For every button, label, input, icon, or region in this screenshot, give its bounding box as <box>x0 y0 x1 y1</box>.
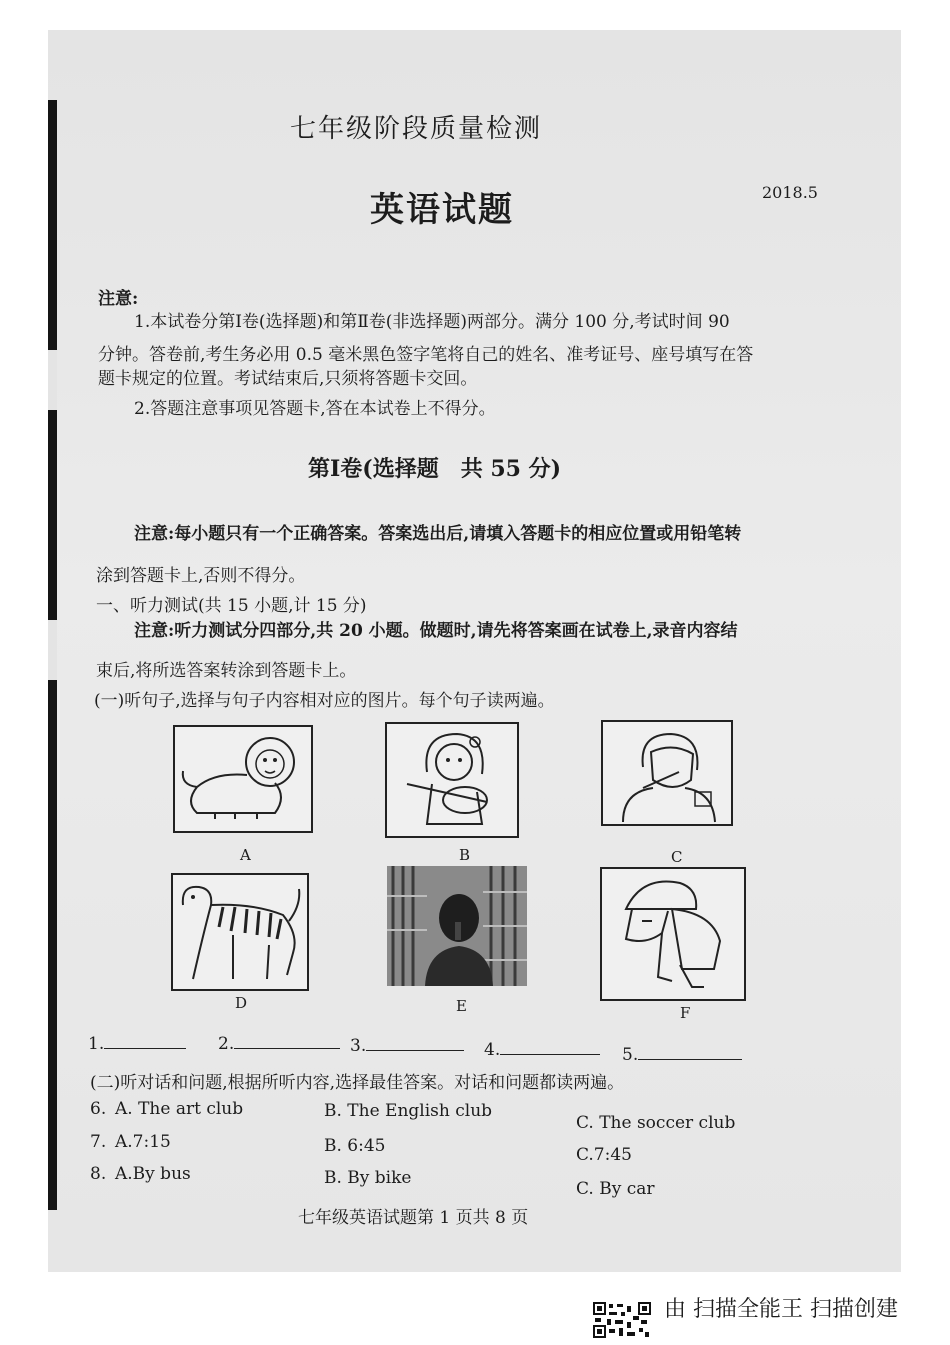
notice-line-3: 题卡规定的位置。考试结束后,只须将答题卡交回。 <box>98 369 478 389</box>
part-2-instruction: (二)听对话和问题,根据所听内容,选择最佳答案。对话和问题都读两遍。 <box>90 1073 625 1093</box>
listening-note-2: 束后,将所选答案转涂到答题卡上。 <box>96 661 357 681</box>
section-1-title: 第Ⅰ卷(选择题 共 55 分) <box>308 456 562 482</box>
notice-heading: 注意: <box>98 289 139 309</box>
q7-option-c[interactable]: C.7:45 <box>576 1145 632 1165</box>
picture-e-label: E <box>456 997 467 1015</box>
section-note-2: 涂到答题卡上,否则不得分。 <box>96 566 306 586</box>
picture-d-label: D <box>235 994 248 1012</box>
q7-option-a[interactable]: A.7:15 <box>115 1132 171 1152</box>
part-1-instruction: (一)听句子,选择与句子内容相对应的图片。每个句子读两遍。 <box>94 691 555 711</box>
exam-date: 2018.5 <box>762 183 818 202</box>
picture-b-label: B <box>459 846 471 864</box>
tiger-icon <box>173 875 307 989</box>
q6-number: 6. <box>90 1099 107 1119</box>
q6-option-a[interactable]: A. The art club <box>115 1099 244 1119</box>
picture-b <box>385 722 519 838</box>
notice-line-4: 2.答题注意事项见答题卡,答在本试卷上不得分。 <box>134 399 496 419</box>
exam-title: 七年级阶段质量检测 <box>290 114 543 144</box>
picture-a-label: A <box>240 846 251 864</box>
q6-option-c[interactable]: C. The soccer club <box>576 1113 736 1133</box>
answer-blank-5[interactable]: 5. <box>622 1045 742 1065</box>
subject-title: 英语试题 <box>370 190 514 230</box>
notice-line-2: 分钟。答卷前,考生务必用 0.5 毫米黑色签字笔将自己的姓名、准考证号、座号填写在答 <box>98 345 754 365</box>
picture-f-label: F <box>680 1004 691 1022</box>
girl-library-photo <box>387 866 527 986</box>
section-note-1: 注意:每小题只有一个正确答案。答案选出后,请填入答题卡的相应位置或用铅笔转 <box>134 524 742 544</box>
picture-c-label: C <box>671 848 683 866</box>
picture-a <box>173 725 313 833</box>
page-footer: 七年级英语试题第 1 页共 8 页 <box>298 1208 529 1228</box>
q8-option-c[interactable]: C. By car <box>576 1179 655 1199</box>
q8-option-a[interactable]: A.By bus <box>115 1164 191 1184</box>
listening-title: 一、听力测试(共 15 小题,计 15 分) <box>96 596 367 616</box>
answer-blank-4[interactable]: 4. <box>484 1040 600 1060</box>
answer-blank-2[interactable]: 2. <box>218 1034 340 1054</box>
hiker-backpack-icon <box>602 869 744 999</box>
girl-guitar-icon <box>387 724 517 836</box>
q7-option-b[interactable]: B. 6:45 <box>324 1136 386 1156</box>
lion-icon <box>175 727 311 831</box>
answer-blank-3[interactable]: 3. <box>350 1036 464 1056</box>
q8-number: 8. <box>90 1164 107 1184</box>
picture-f <box>600 867 746 1001</box>
picture-d <box>171 873 309 991</box>
scanner-watermark: 由 扫描全能王 扫描创建 <box>664 1297 898 1322</box>
listening-note-1: 注意:听力测试分四部分,共 20 小题。做题时,请先将答案画在试卷上,录音内容结 <box>134 621 738 641</box>
notice-line-1: 1.本试卷分第Ⅰ卷(选择题)和第Ⅱ卷(非选择题)两部分。满分 100 分,考试时间 90 <box>134 312 730 332</box>
brushing-teeth-icon <box>603 722 731 824</box>
picture-c <box>601 720 733 826</box>
q7-number: 7. <box>90 1132 107 1152</box>
q8-option-b[interactable]: B. By bike <box>324 1168 412 1188</box>
q6-option-b[interactable]: B. The English club <box>324 1101 493 1121</box>
answer-blank-1[interactable]: 1. <box>88 1034 186 1054</box>
qr-code-icon <box>593 1302 651 1338</box>
picture-e <box>387 866 527 986</box>
